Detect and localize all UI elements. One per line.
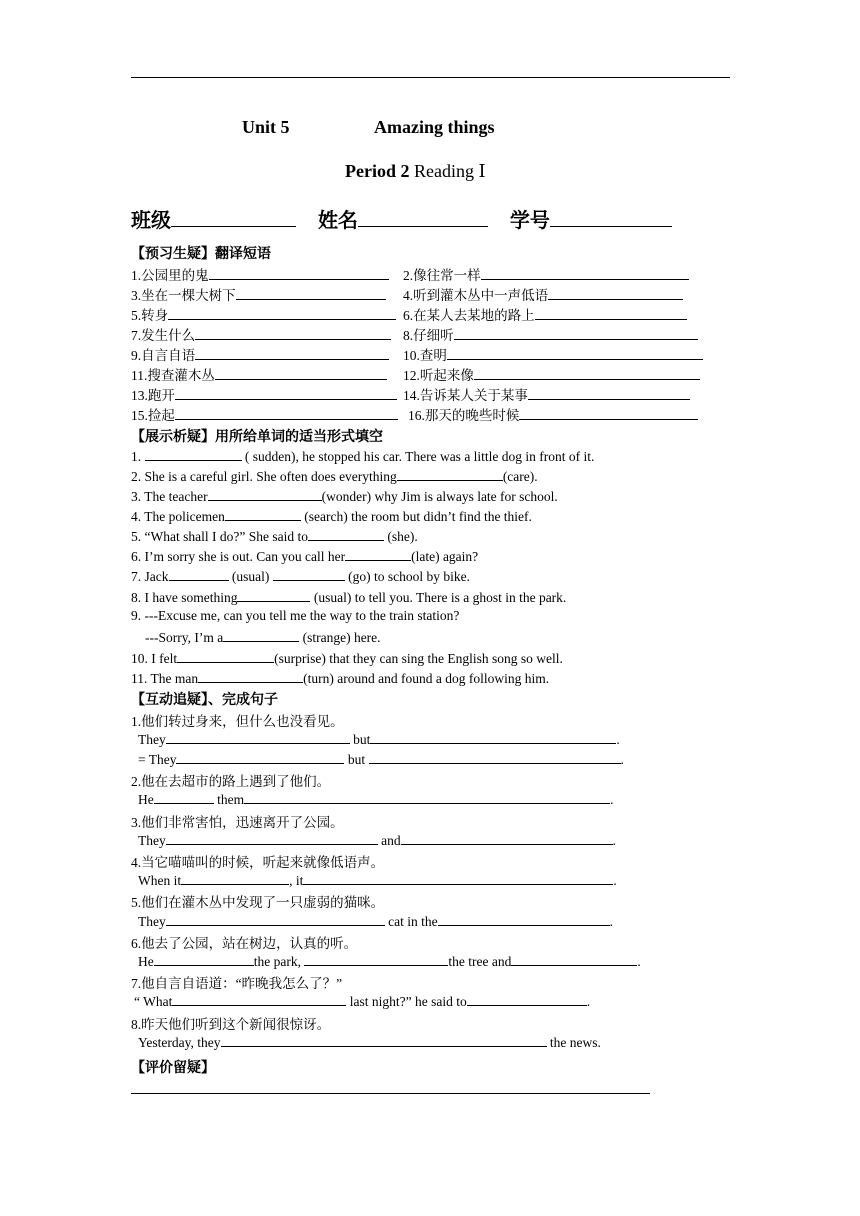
phrase-item: 8.仔细听 — [403, 324, 698, 344]
section-preview-heading: 【预习生疑】翻译短语 — [131, 246, 271, 262]
period-subtitle: Reading Ⅰ — [409, 161, 486, 181]
phrase-item: 2.像往常一样 — [403, 264, 689, 284]
section-evaluate-heading: 【评价留疑】 — [131, 1060, 215, 1076]
fill-sentence: 7. Jack (usual) (go) to school by bike. — [131, 569, 470, 584]
phrase-item: 3.坐在一棵大树下 — [131, 284, 386, 304]
class-label: 班级 — [131, 208, 171, 232]
top-rule — [131, 77, 730, 78]
sentence-prompt: 8.昨天他们听到这个新闻很惊讶。 — [131, 1017, 331, 1032]
sentence-answer: = They but . — [138, 752, 624, 767]
phrase-item: 1.公园里的鬼 — [131, 264, 389, 284]
section-show-heading: 【展示析疑】用所给单词的适当形式填空 — [131, 429, 383, 445]
number-label: 学号 — [509, 208, 550, 232]
phrase-item: 9.自言自语 — [131, 344, 389, 364]
class-blank[interactable] — [171, 208, 296, 227]
sentence-answer: Yesterday, they the news. — [138, 1035, 601, 1050]
phrase-item: 7.发生什么 — [131, 324, 391, 344]
sentence-prompt: 2.他在去超市的路上遇到了他们。 — [131, 774, 331, 789]
name-blank[interactable] — [358, 208, 488, 227]
sentence-prompt: 5.他们在灌木丛中发现了一只虚弱的猫咪。 — [131, 895, 385, 910]
sentence-prompt: 1.他们转过身来，但什么也没看见。 — [131, 714, 344, 729]
sentence-prompt: 3.他们非常害怕，迅速离开了公园。 — [131, 815, 344, 830]
sentence-answer: They but . — [138, 732, 620, 747]
phrase-item: 12.听起来像 — [403, 364, 700, 384]
fill-sentence: 1. ( sudden), he stopped his car. There was a little dog in front of it. — [131, 449, 595, 464]
fill-sentence: 4. The policemen (search) the room but didn’t find the thief. — [131, 509, 532, 524]
sentence-answer: “ What last night?” he said to . — [134, 994, 591, 1009]
section-interact-heading: 【互动追疑】、完成句子 — [131, 692, 278, 708]
sentence-answer: He the park, the tree and . — [138, 954, 641, 969]
student-info-row — [131, 204, 672, 233]
period-label: Period 2 — [345, 161, 410, 181]
phrase-item: 10.查明 — [403, 344, 703, 364]
fill-sentence: 3. The teacher (wonder) why Jim is always late for school. — [131, 489, 558, 504]
fill-sentence: 8. I have something (usual) to tell you. There is a ghost in the park. — [131, 590, 567, 605]
sentence-answer: He them . — [138, 792, 614, 807]
fill-sentence: 11. The man (turn) around and found a dog following him. — [131, 671, 550, 686]
sentence-answer: They and . — [138, 833, 616, 848]
sentence-prompt: 4.当它喵喵叫的时候，听起来就像低语声。 — [131, 855, 385, 870]
evaluation-blank-line[interactable] — [131, 1093, 650, 1094]
phrase-item: 14.告诉某人关于某事 — [403, 384, 690, 404]
period-title — [345, 161, 486, 182]
name-label: 姓名 — [317, 208, 358, 232]
fill-sentence: 10. I felt (surprise) that they can sing the English song so well. — [131, 651, 563, 666]
phrase-item: 6.在某人去某地的路上 — [403, 304, 687, 324]
sentence-prompt: 6.他去了公园，站在树边，认真的听。 — [131, 936, 358, 951]
phrase-item: 15.捡起 — [131, 404, 398, 424]
sentence-answer: They cat in the . — [138, 914, 613, 929]
fill-sentence: ---Sorry, I’m a (strange) here. — [145, 630, 381, 645]
unit-title: Amazing things — [374, 117, 495, 137]
fill-sentence: 2. She is a careful girl. She often does everything (care). — [131, 469, 538, 484]
fill-sentence: 6. I’m sorry she is out. Can you call her (late) again? — [131, 549, 479, 564]
phrase-item: 13.跑开 — [131, 384, 397, 404]
number-blank[interactable] — [550, 208, 672, 227]
sentence-prompt: 7.他自言自语道：“昨晚我怎么了？” — [131, 976, 343, 991]
phrase-item: 5.转身 — [131, 304, 396, 324]
fill-sentence: 5. “What shall I do?” She said to (she). — [131, 529, 418, 544]
phrase-item: 11.搜查灌木丛 — [131, 364, 387, 384]
sentence-answer: When it , it . — [138, 873, 617, 888]
phrase-item: 16.那天的晚些时候 — [408, 404, 698, 424]
fill-sentence: 9. ---Excuse me, can you tell me the way to the train station? — [131, 608, 460, 623]
unit-number: Unit 5 — [242, 117, 290, 137]
phrase-item: 4.听到灌木丛中一声低语 — [403, 284, 683, 304]
